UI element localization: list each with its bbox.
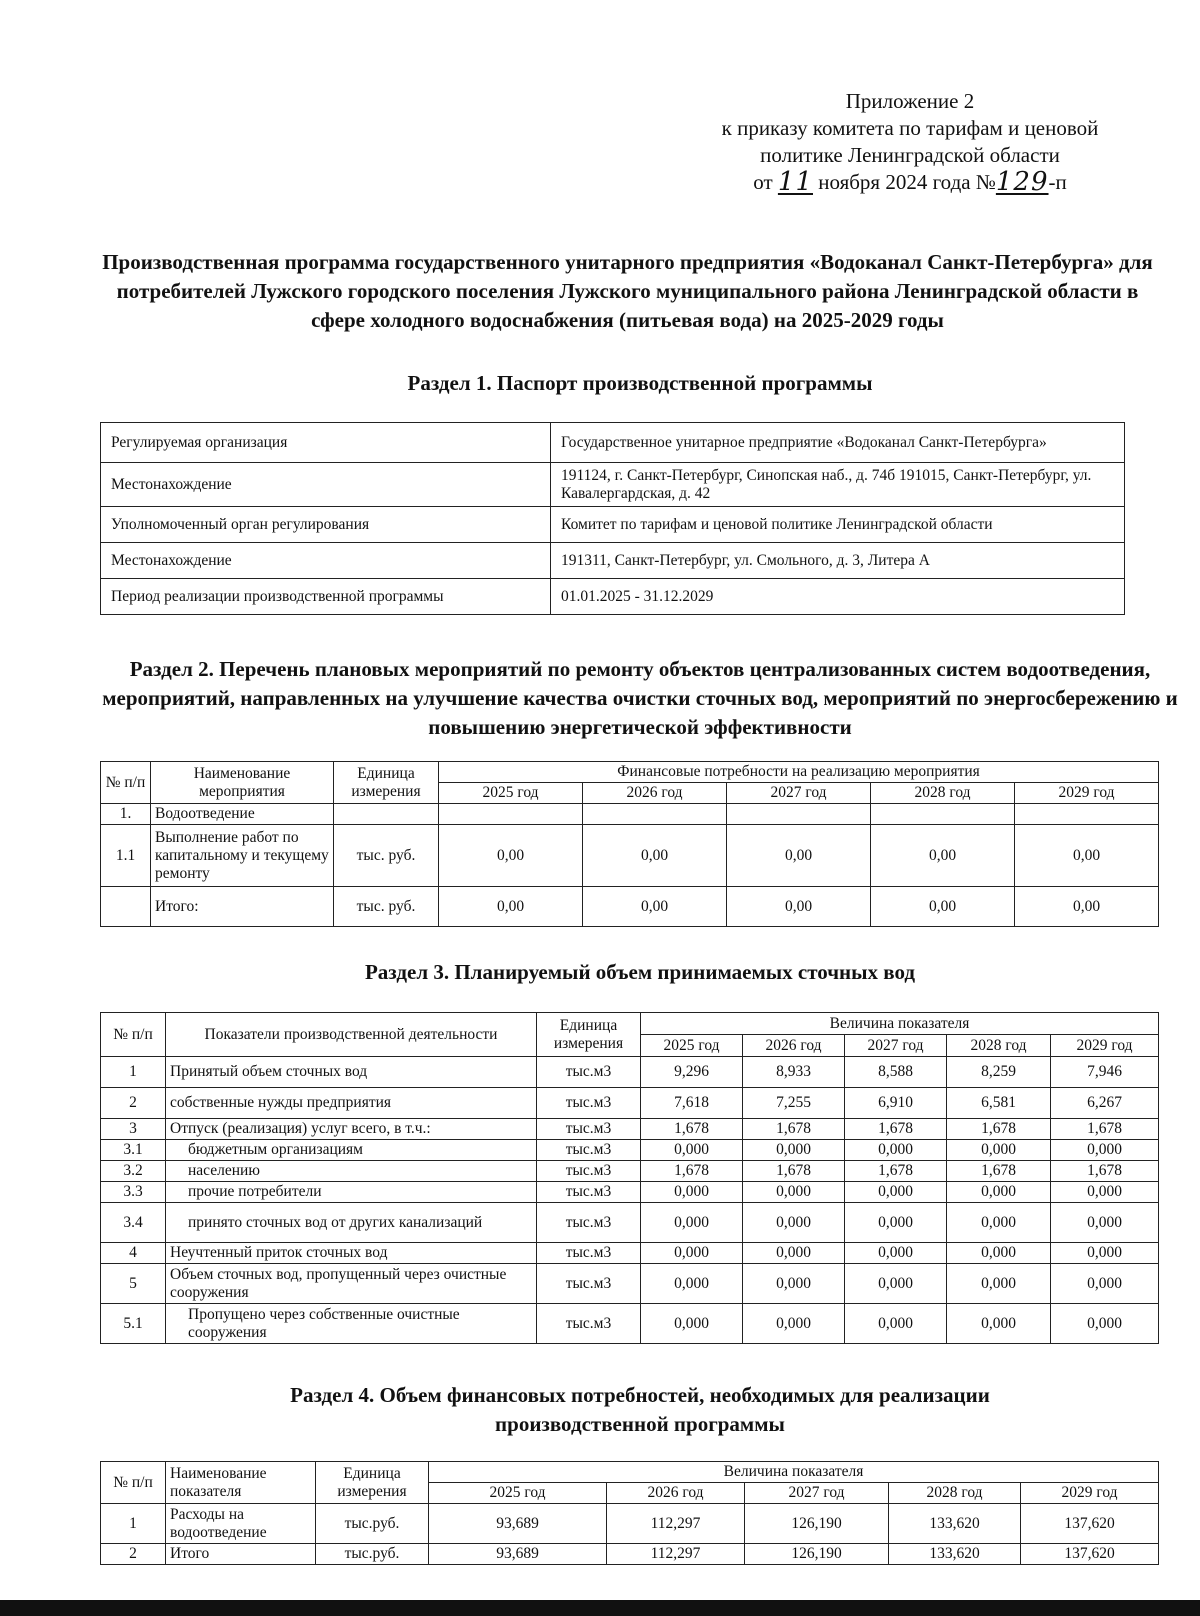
col-header-unit: Единица измерения	[334, 762, 439, 804]
cell-value: 0,000	[641, 1203, 743, 1243]
appendix-line-2: к приказу комитета по тарифам и ценовой	[721, 116, 1099, 140]
cell-name: Итого	[166, 1544, 316, 1565]
col-header-group: Финансовые потребности на реализацию мероприятия	[439, 762, 1159, 783]
passport-row	[101, 423, 1125, 463]
col-header-year: 2029 год	[1021, 1483, 1159, 1504]
cell-value: 93,689	[429, 1504, 607, 1544]
col-header-num: № п/п	[101, 762, 151, 804]
table-row	[101, 1203, 1159, 1243]
cell-unit: тыс.м3	[537, 1057, 641, 1088]
cell-value: 0,000	[947, 1182, 1051, 1203]
cell-value	[871, 804, 1015, 825]
cell-name: Водоотведение	[151, 804, 334, 825]
cell-value: 0,000	[845, 1243, 947, 1264]
cell-value: 0,000	[1051, 1243, 1159, 1264]
col-header-year: 2028 год	[871, 783, 1015, 804]
cell-num: 3.2	[101, 1161, 166, 1182]
table-header-row	[101, 1462, 1159, 1483]
table-row	[101, 1504, 1159, 1544]
passport-value: 01.01.2025 - 31.12.2029	[551, 579, 1125, 615]
order-number-handwritten: 129	[995, 167, 1049, 197]
col-header-group: Величина показателя	[641, 1013, 1159, 1035]
col-header-group: Величина показателя	[429, 1462, 1159, 1483]
cell-value: 0,000	[845, 1264, 947, 1304]
cell-name: Принятый объем сточных вод	[166, 1057, 537, 1088]
col-header-num: № п/п	[101, 1462, 166, 1504]
col-header-year: 2028 год	[889, 1483, 1021, 1504]
cell-value: 0,000	[845, 1140, 947, 1161]
col-header-year: 2028 год	[947, 1035, 1051, 1057]
appendix-line-3: политике Ленинградской области	[760, 143, 1060, 167]
col-header-unit: Единица измерения	[316, 1462, 429, 1504]
cell-value: 7,946	[1051, 1057, 1159, 1088]
cell-value: 1,678	[641, 1161, 743, 1182]
date-prefix: от	[753, 170, 773, 194]
cell-unit: тыс.м3	[537, 1119, 641, 1140]
cell-unit: тыс.м3	[537, 1088, 641, 1119]
cell-value: 9,296	[641, 1057, 743, 1088]
col-header-year: 2025 год	[439, 783, 583, 804]
cell-value: 0,00	[583, 887, 727, 927]
cell-value: 0,000	[1051, 1304, 1159, 1344]
cell-value: 0,00	[1015, 825, 1159, 887]
cell-num: 3.4	[101, 1203, 166, 1243]
cell-name: Итого:	[151, 887, 334, 927]
table-row	[101, 1243, 1159, 1264]
cell-value: 0,000	[1051, 1264, 1159, 1304]
cell-num: 1	[101, 1057, 166, 1088]
cell-num: 1	[101, 1504, 166, 1544]
cell-value: 0,000	[947, 1203, 1051, 1243]
cell-name: Отпуск (реализация) услуг всего, в т.ч.:	[166, 1119, 537, 1140]
cell-value: 0,00	[583, 825, 727, 887]
passport-table	[100, 422, 1125, 615]
wastewater-volume-table	[100, 1012, 1159, 1344]
cell-num: 2	[101, 1544, 166, 1565]
table-row	[101, 1088, 1159, 1119]
cell-name: Пропущено через собственные очистные сооружения	[166, 1304, 537, 1344]
cell-unit: тыс.м3	[537, 1161, 641, 1182]
cell-unit: тыс.м3	[537, 1182, 641, 1203]
cell-value: 93,689	[429, 1544, 607, 1565]
cell-num: 5.1	[101, 1304, 166, 1344]
cell-name: населению	[166, 1161, 537, 1182]
cell-num: 1.	[101, 804, 151, 825]
appendix-header	[680, 88, 1140, 196]
cell-value: 133,620	[889, 1504, 1021, 1544]
cell-unit: тыс. руб.	[334, 887, 439, 927]
cell-value: 0,00	[727, 887, 871, 927]
passport-row	[101, 507, 1125, 543]
cell-value: 1,678	[1051, 1161, 1159, 1182]
cell-name: Выполнение работ по капитальному и текущему ремонту	[151, 825, 334, 887]
table-row	[101, 1304, 1159, 1344]
cell-name: Объем сточных вод, пропущенный через очистные сооружения	[166, 1264, 537, 1304]
col-header-year: 2026 год	[607, 1483, 745, 1504]
table-row	[101, 825, 1159, 887]
cell-value: 0,000	[743, 1304, 845, 1344]
cell-num	[101, 887, 151, 927]
section-4-title	[100, 1381, 1180, 1439]
cell-unit: тыс.руб.	[316, 1544, 429, 1565]
col-header-year: 2027 год	[845, 1035, 947, 1057]
cell-value	[727, 804, 871, 825]
table-row	[101, 1182, 1159, 1203]
table-row	[101, 1264, 1159, 1304]
cell-value: 0,000	[947, 1140, 1051, 1161]
cell-unit: тыс.м3	[537, 1203, 641, 1243]
col-header-year: 2026 год	[743, 1035, 845, 1057]
cell-value: 0,000	[947, 1304, 1051, 1344]
appendix-line-1: Приложение 2	[845, 89, 975, 113]
cell-unit: тыс. руб.	[334, 825, 439, 887]
cell-value: 133,620	[889, 1544, 1021, 1565]
table-row	[101, 1140, 1159, 1161]
cell-value: 0,00	[1015, 887, 1159, 927]
col-header-year: 2027 год	[745, 1483, 889, 1504]
cell-value: 0,00	[439, 825, 583, 887]
passport-label: Период реализации производственной программы	[101, 579, 551, 615]
table-header-row	[101, 1013, 1159, 1035]
section-1-title: Раздел 1. Паспорт производственной программы	[407, 371, 873, 395]
passport-value: 191311, Санкт-Петербург, ул. Смольного, д. 3, Литера А	[551, 543, 1125, 579]
cell-value: 8,933	[743, 1057, 845, 1088]
cell-value: 0,00	[727, 825, 871, 887]
passport-row	[101, 463, 1125, 507]
cell-num: 4	[101, 1243, 166, 1264]
cell-num: 3.3	[101, 1182, 166, 1203]
cell-value: 1,678	[743, 1161, 845, 1182]
cell-value: 0,000	[845, 1182, 947, 1203]
cell-value: 0,00	[439, 887, 583, 927]
cell-value: 126,190	[745, 1544, 889, 1565]
date-middle: ноября 2024 года №	[818, 170, 996, 194]
cell-value: 0,000	[641, 1264, 743, 1304]
scan-edge-bar	[0, 1600, 1200, 1616]
cell-value: 8,259	[947, 1057, 1051, 1088]
cell-value: 0,000	[743, 1203, 845, 1243]
cell-value: 0,000	[743, 1264, 845, 1304]
col-header-num: № п/п	[101, 1013, 166, 1057]
cell-value: 1,678	[1051, 1119, 1159, 1140]
cell-name: Расходы на водоотведение	[166, 1504, 316, 1544]
cell-value: 1,678	[947, 1119, 1051, 1140]
passport-label: Местонахождение	[101, 543, 551, 579]
cell-value: 1,678	[947, 1161, 1051, 1182]
cell-value	[439, 804, 583, 825]
cell-value: 0,000	[845, 1203, 947, 1243]
cell-value: 112,297	[607, 1504, 745, 1544]
cell-unit	[334, 804, 439, 825]
cell-value: 6,267	[1051, 1088, 1159, 1119]
col-header-year: 2027 год	[727, 783, 871, 804]
section-4-title-line-1: Раздел 4. Объем финансовых потребностей, необходимых для реализации	[290, 1383, 990, 1407]
cell-value: 0,000	[641, 1140, 743, 1161]
section-3-title: Раздел 3. Планируемый объем принимаемых сточных вод	[364, 960, 916, 984]
passport-label: Местонахождение	[101, 463, 551, 507]
cell-num: 3	[101, 1119, 166, 1140]
cell-value: 137,620	[1021, 1544, 1159, 1565]
cell-value: 6,910	[845, 1088, 947, 1119]
cell-name: прочие потребители	[166, 1182, 537, 1203]
cell-value: 0,000	[743, 1140, 845, 1161]
cell-value: 1,678	[845, 1119, 947, 1140]
document-title: Производственная программа государственного унитарного предприятия «Водоканал Санкт-Петербурга» для потребителей Лужского городского поселения Лужского муниципального района Ленинградской области в сфере холодного водоснабжения (питьевая вода) на 2025-2029 годы	[102, 250, 1153, 332]
passport-value: Государственное унитарное предприятие «Водоканал Санкт-Петербурга»	[551, 423, 1125, 463]
cell-value: 137,620	[1021, 1504, 1159, 1544]
appendix-date-line	[680, 169, 1140, 196]
cell-value: 0,000	[641, 1243, 743, 1264]
cell-unit: тыс.руб.	[316, 1504, 429, 1544]
passport-row	[101, 543, 1125, 579]
col-header-year: 2025 год	[429, 1483, 607, 1504]
col-header-year: 2029 год	[1015, 783, 1159, 804]
cell-name: собственные нужды предприятия	[166, 1088, 537, 1119]
date-day-handwritten: 11	[777, 167, 813, 197]
passport-row	[101, 579, 1125, 615]
passport-label: Регулируемая организация	[101, 423, 551, 463]
table-row	[101, 1161, 1159, 1182]
cell-value: 7,618	[641, 1088, 743, 1119]
col-header-name: Наименование мероприятия	[151, 762, 334, 804]
col-header-year: 2026 год	[583, 783, 727, 804]
table-row	[101, 1544, 1159, 1565]
financial-needs-table	[100, 1461, 1159, 1565]
cell-unit: тыс.м3	[537, 1140, 641, 1161]
table-row	[101, 804, 1159, 825]
cell-value	[583, 804, 727, 825]
cell-name: Неучтенный приток сточных вод	[166, 1243, 537, 1264]
cell-value: 0,000	[845, 1304, 947, 1344]
col-header-name: Показатели производственной деятельности	[166, 1013, 537, 1057]
cell-num: 1.1	[101, 825, 151, 887]
cell-value: 0,000	[641, 1182, 743, 1203]
table-header-row	[101, 762, 1159, 783]
cell-value: 126,190	[745, 1504, 889, 1544]
cell-name: бюджетным организациям	[166, 1140, 537, 1161]
cell-value: 0,000	[947, 1243, 1051, 1264]
measures-table	[100, 761, 1159, 927]
cell-value: 6,581	[947, 1088, 1051, 1119]
cell-value: 0,000	[947, 1264, 1051, 1304]
col-header-unit: Единица измерения	[537, 1013, 641, 1057]
cell-value: 0,000	[1051, 1182, 1159, 1203]
cell-name: принято сточных вод от других канализаций	[166, 1203, 537, 1243]
passport-value: 191124, г. Санкт-Петербург, Синопская наб., д. 74б 191015, Санкт-Петербург, ул. Кавалергардская, д. 42	[551, 463, 1125, 507]
table-row	[101, 1057, 1159, 1088]
cell-num: 3.1	[101, 1140, 166, 1161]
cell-value: 1,678	[845, 1161, 947, 1182]
passport-value: Комитет по тарифам и ценовой политике Ленинградской области	[551, 507, 1125, 543]
col-header-name: Наименование показателя	[166, 1462, 316, 1504]
cell-value: 112,297	[607, 1544, 745, 1565]
cell-value: 0,000	[641, 1304, 743, 1344]
table-row	[101, 887, 1159, 927]
passport-label: Уполномоченный орган регулирования	[101, 507, 551, 543]
table-row	[101, 1119, 1159, 1140]
cell-unit: тыс.м3	[537, 1243, 641, 1264]
col-header-year: 2029 год	[1051, 1035, 1159, 1057]
cell-value: 0,000	[1051, 1140, 1159, 1161]
cell-value: 0,000	[1051, 1203, 1159, 1243]
cell-value: 0,00	[871, 887, 1015, 927]
cell-value: 1,678	[641, 1119, 743, 1140]
cell-value: 0,000	[743, 1182, 845, 1203]
order-suffix: -п	[1048, 170, 1067, 194]
cell-unit: тыс.м3	[537, 1304, 641, 1344]
section-2-title: Раздел 2. Перечень плановых мероприятий по ремонту объектов централизованных систем водоотведения, мероприятий, направленных на улучшение качества очистки сточных вод, мероприятий по энергосбережению и повышению энергетической эффективности	[102, 657, 1178, 739]
cell-num: 2	[101, 1088, 166, 1119]
cell-unit: тыс.м3	[537, 1264, 641, 1304]
cell-num: 5	[101, 1264, 166, 1304]
cell-value	[1015, 804, 1159, 825]
cell-value: 0,00	[871, 825, 1015, 887]
cell-value: 7,255	[743, 1088, 845, 1119]
cell-value: 8,588	[845, 1057, 947, 1088]
section-4-title-line-2: производственной программы	[495, 1412, 785, 1436]
col-header-year: 2025 год	[641, 1035, 743, 1057]
cell-value: 1,678	[743, 1119, 845, 1140]
cell-value: 0,000	[743, 1243, 845, 1264]
